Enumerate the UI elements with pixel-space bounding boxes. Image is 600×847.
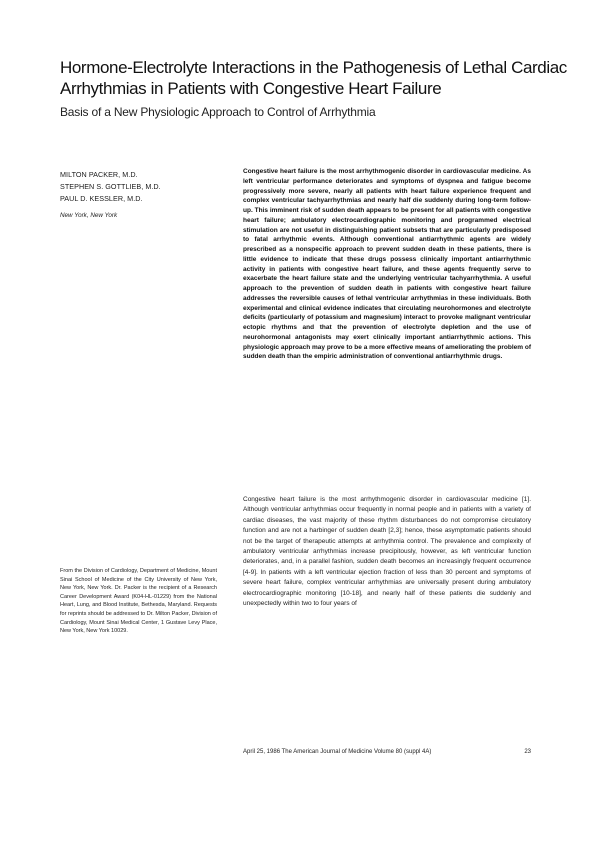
author-name: MILTON PACKER, M.D. xyxy=(60,170,138,179)
page-footer xyxy=(243,747,533,757)
abstract-text: Congestive heart failure is the most arrhythmogenic disorder in cardiovascular medicine. As left ventricular performance deteriorates and symptoms of dyspnea and fatigue become progressively more severe, nearly all patients with heart failure experience frequent and complex ventricular tachyarrhythmias and nearly half die suddenly during long-term follow-up. This imminent risk of sudden death appears to be present for all patients with congestive heart failure; ambulatory electrocardiographic monitoring and programmed electrical stimulation are not useful in distinguishing patient subsets that are particularly predisposed to fatal arrhythmic events. Although conventional antiarrhythmic agents are widely prescribed as a nonspecific approach to prevent sudden death in these patients, there is little evidence to indicate that these drugs possess clinically important antiarrhythmic activity in patients with congestive heart failure, and these agents frequently serve to exacerbate the heart failure state and the underlying ventricular tachyarrhythmia. A useful approach to the prevention of sudden death in patients with congestive heart failure addresses the reversible causes of lethal ventricular arrhythmias in these individuals. Both experimental and clinical evidence indicates that circulating neurohormones and electrolyte deficits (particularly of potassium and magnesium) interact to provoke malignant ventricular ectopic rhythms and that the prevention of electrolyte depletion and the use of neurohormonal antagonists may exert clinically important antiarrhythmic actions. This physiologic approach may prove to be a more effective means of ameliorating the problem of sudden death than the empiric administration of conventional antiarrhythmic drugs. xyxy=(243,168,531,361)
affiliation-note: From the Division of Cardiology, Department of Medicine, Mount Sinai School of Medicine of the City University of New York, New York, New York. Dr. Packer is the recipient of a Research Career Development Award (K04-HL-01229) from the National Heart, Lung, and Blood Institute, Bethesda, Maryland. Requests for reprints should be addressed to Dr. Milton Packer, Division of Cardiology, Mount Sinai Medical Center, 1 Gustave Levy Place, New York, New York 10029. xyxy=(60,568,217,635)
author-name: PAUL D. KESSLER, M.D. xyxy=(60,194,143,203)
body-paragraph: Congestive heart failure is the most arrhythmogenic disorder in cardiovascular medicine [1]. Although ventricular arrhythmias occur frequently in normal people and in patients with a variety of cardiac diseases, the vast majority of these rhythm disturbances do not compromise circulatory function and are not a harbinger of sudden death [2,3]; hence, these asymptomatic patients should not be the target of therapeutic attempts at arrhythmia control. The prevalence and complexity of ambulatory ventricular arrhythmias increase precipitously, however, as left ventricular function deteriorates, and, in a parallel fashion, sudden death becomes an increasingly frequent occurrence [4-9]. In patients with a left ventricular ejection fraction of less than 30 percent and symptoms of severe heart failure, complex ventricular arrhythmias are universally present during ambulatory electrocardiographic monitoring [10-18], and nearly half of these patients die suddenly and unexpectedly within two to four years of xyxy=(243,496,531,608)
author-list xyxy=(60,169,220,205)
article-title: Hormone-Electrolyte Interactions in the Pathogenesis of Lethal Cardiac Arrhythmias in Patients with Congestive Heart Failure xyxy=(60,58,567,98)
author-name: STEPHEN S. GOTTLIEB, M.D. xyxy=(60,182,161,191)
journal-citation: April 25, 1986 The American Journal of Medicine Volume 80 (suppl 4A) xyxy=(243,749,432,755)
author-location: New York, New York xyxy=(60,212,118,219)
page-number: 23 xyxy=(524,749,531,755)
article-subtitle: Basis of a New Physiologic Approach to Control of Arrhythmia xyxy=(60,105,376,119)
